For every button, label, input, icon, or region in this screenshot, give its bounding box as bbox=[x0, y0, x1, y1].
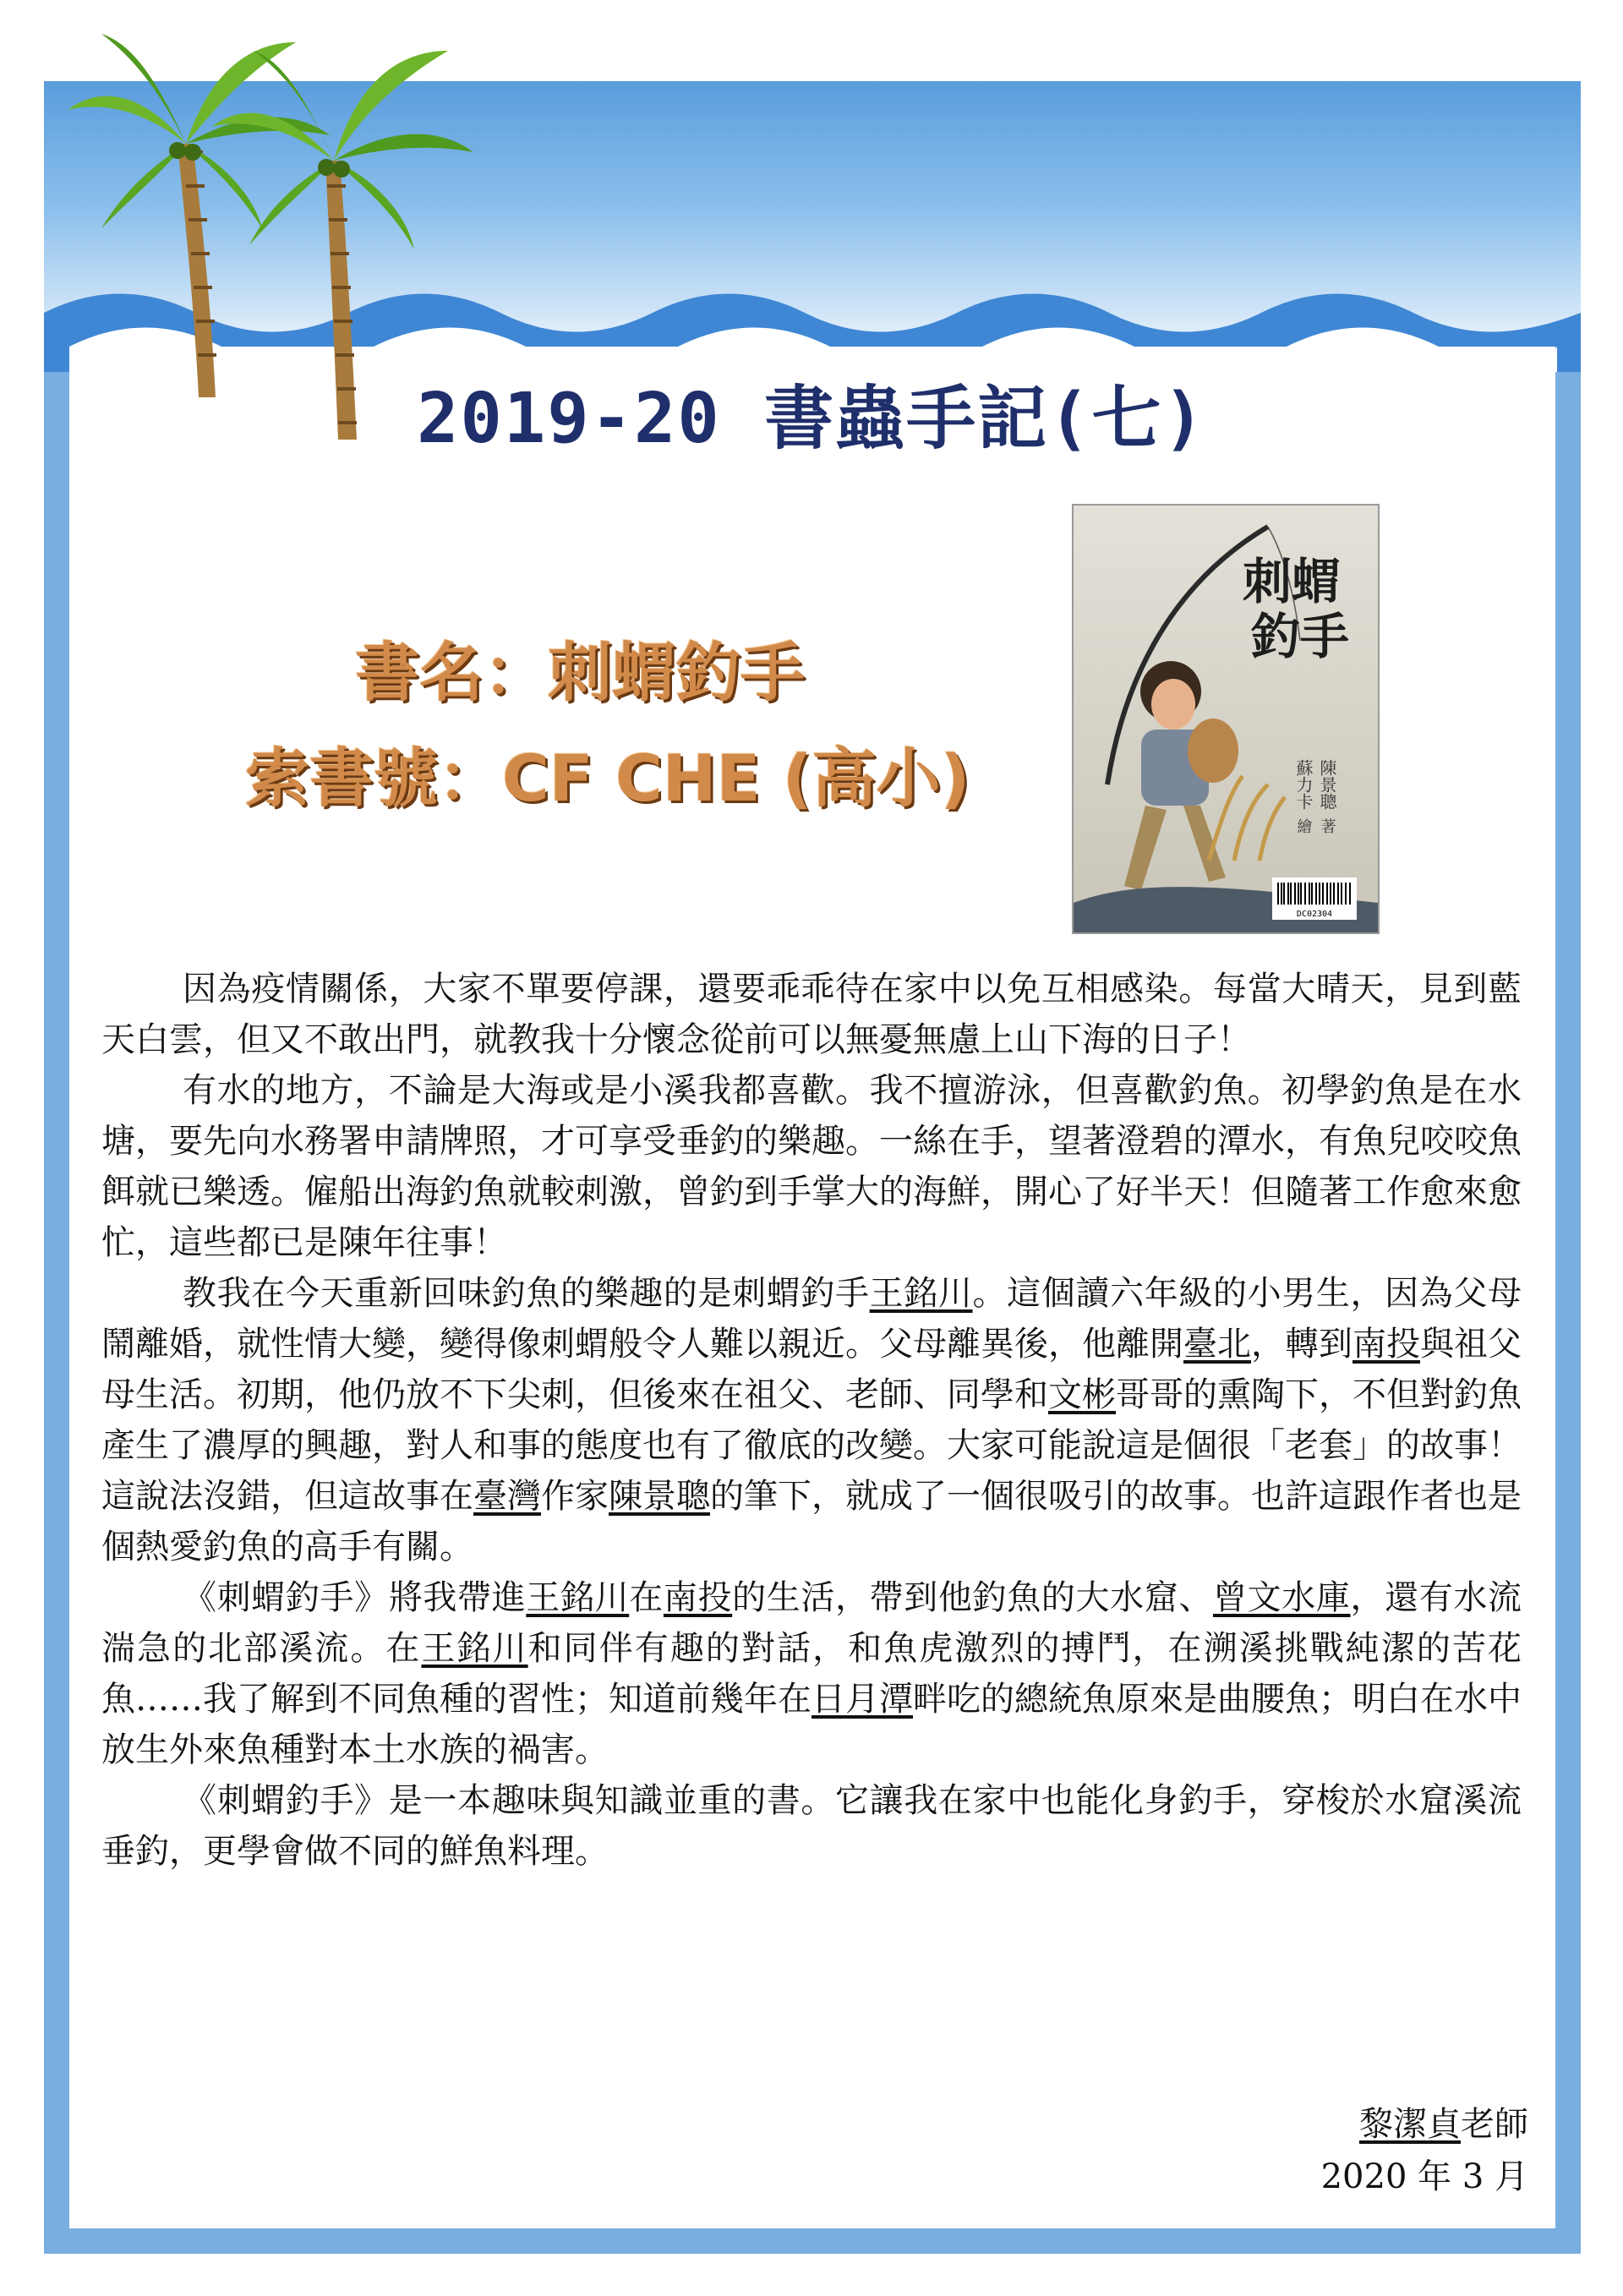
proper-noun: 王銘川 bbox=[526, 1578, 630, 1617]
text-run: 的生活，帶到他釣魚的大水窟、 bbox=[732, 1578, 1213, 1617]
text-run: ，還有水流湍急的北部溪流。在 bbox=[101, 1578, 1522, 1668]
proper-noun: 曾文水庫 bbox=[1212, 1578, 1351, 1617]
cover-illustrator-suffix: 繪 bbox=[1294, 818, 1313, 834]
cover-title-line2: 釣手 bbox=[1251, 608, 1350, 665]
proper-noun: 日月潭 bbox=[812, 1680, 913, 1719]
svg-text:DC02304: DC02304 bbox=[1296, 910, 1333, 919]
proper-noun: 王銘川 bbox=[421, 1629, 528, 1668]
proper-noun: 文彬 bbox=[1048, 1375, 1116, 1414]
text-run: 《刺蝟釣手》是一本趣味與知識並重的書。它讓我在家中也能化身釣手，穿梭於水窟溪流垂釣，更學會做不同的鮮魚料理。 bbox=[101, 1781, 1522, 1871]
cover-illustrator: 蘇力卡 bbox=[1293, 759, 1314, 810]
text-run: 和同伴有趣的對話，和魚虎激烈的搏鬥，在溯溪挑戰純潔的苦花魚……我了解到不同魚種的習性；知道前幾年在 bbox=[101, 1629, 1522, 1719]
proper-noun: 南投 bbox=[663, 1578, 733, 1617]
author-name: 黎潔貞 bbox=[1359, 2105, 1461, 2144]
proper-noun: 王銘川 bbox=[869, 1274, 973, 1313]
review-body bbox=[101, 964, 1522, 1877]
cover-title-line1: 刺蝟 bbox=[1243, 553, 1342, 610]
library-barcode bbox=[1272, 877, 1357, 920]
cover-author-suffix: 著 bbox=[1318, 818, 1336, 834]
call-number-heading: 索書號：CF CHE (高小) bbox=[245, 741, 970, 816]
text-run: 的筆下，就成了一個很吸引的故事。也許這跟作者也是個熱愛釣魚的高手有關。 bbox=[101, 1477, 1522, 1566]
proper-noun: 陳景聰 bbox=[609, 1477, 710, 1516]
cover-author: 陳景聰 bbox=[1317, 759, 1337, 810]
proper-noun: 南投 bbox=[1352, 1325, 1420, 1364]
review-paragraph bbox=[101, 1775, 1522, 1877]
page-title: 2019-20 書蟲手記(七) bbox=[417, 379, 1206, 459]
signature-line bbox=[1321, 2098, 1528, 2151]
review-paragraph bbox=[101, 1065, 1522, 1268]
text-run: ，轉到 bbox=[1251, 1325, 1352, 1364]
signature-block bbox=[1321, 2098, 1528, 2203]
book-cover-image bbox=[1072, 504, 1380, 934]
text-run: 在 bbox=[629, 1578, 664, 1617]
proper-noun: 臺灣 bbox=[473, 1477, 541, 1516]
text-run: 因為疫情關係，大家不單要停課，還要乖乖待在家中以免互相感染。每當大晴天，見到藍天白雲，但又不敢出門，就教我十分懷念從前可以無憂無慮上山下海的日子！ bbox=[101, 970, 1522, 1059]
signature-date: 2020 年 3 月 bbox=[1320, 2157, 1528, 2196]
book-title-heading: 書名：刺蝟釣手 bbox=[355, 635, 805, 710]
proper-noun: 臺北 bbox=[1183, 1325, 1251, 1364]
review-paragraph bbox=[101, 1268, 1522, 1572]
palm-tree-left bbox=[68, 34, 330, 397]
text-run: 畔吃的總統魚原來是曲腰魚；明白在水中放生外來魚種對本土水族的禍害。 bbox=[101, 1680, 1522, 1769]
text-run: 。這個讀六年級的小男生，因為父母鬧離婚，就性情大變，變得像刺蝟般令人難以親近。父母離異後，他離開 bbox=[101, 1274, 1522, 1364]
review-paragraph bbox=[101, 1572, 1522, 1775]
text-run: 有水的地方，不論是大海或是小溪我都喜歡。我不擅游泳，但喜歡釣魚。初學釣魚是在水塘，要先向水務署申請牌照，才可享受垂釣的樂趣。一絲在手，望著澄碧的潭水，有魚兒咬咬魚餌就已樂透。僱船出海釣魚就較刺激，曾釣到手掌大的海鮮，開心了好半天！但隨著工作愈來愈忙，這些都已是陳年往事！ bbox=[101, 1071, 1522, 1262]
text-run: 哥哥的熏陶下，不但對釣魚產生了濃厚的興趣，對人和事的態度也有了徹底的改變。大家可能說這是個很「老套」的故事！這說法沒錯，但這故事在 bbox=[101, 1375, 1522, 1516]
review-paragraph bbox=[101, 964, 1522, 1065]
author-role: 老師 bbox=[1461, 2105, 1528, 2144]
text-run: 作家 bbox=[541, 1477, 609, 1516]
text-run: 《刺蝟釣手》將我帶進 bbox=[183, 1578, 527, 1617]
text-run: 教我在今天重新回味釣魚的樂趣的是刺蝟釣手 bbox=[183, 1274, 870, 1313]
text-run: 與祖父母生活。初期，他仍放不下尖刺，但後來在祖父、老師、同學和 bbox=[101, 1325, 1522, 1414]
